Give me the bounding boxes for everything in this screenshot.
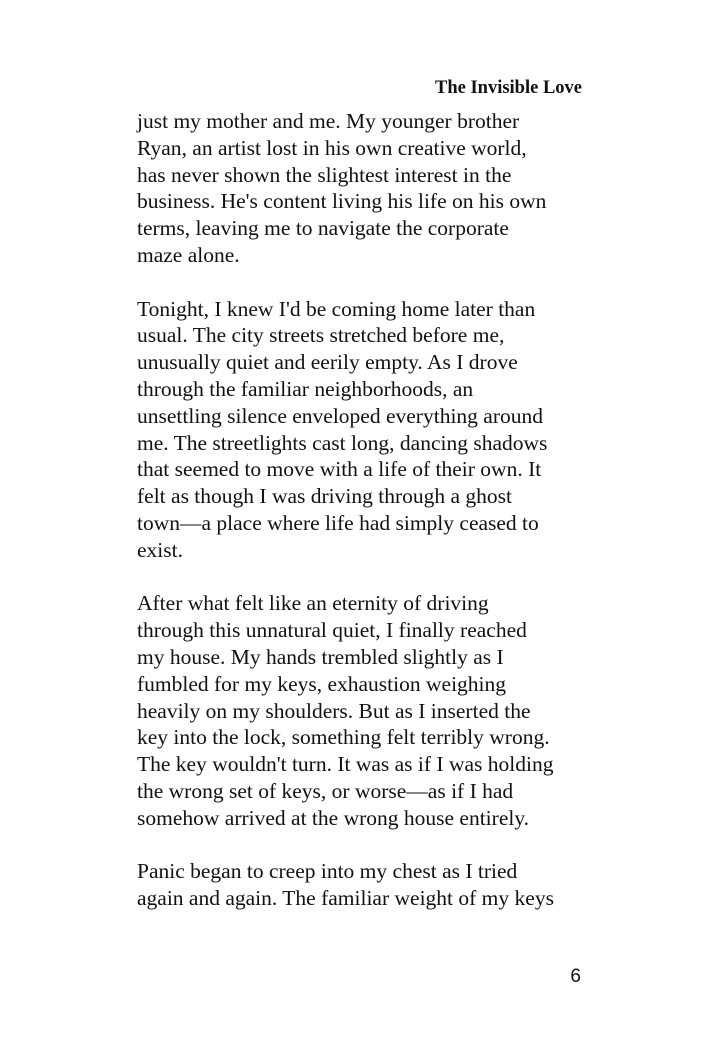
text-line: business. He's content living his life on his own (137, 189, 547, 214)
text-line: Tonight, I knew I'd be coming home later than (137, 296, 536, 321)
paragraph (137, 108, 554, 269)
text-line: again and again. The familiar weight of my keys (137, 886, 554, 911)
paragraph (137, 858, 554, 912)
running-header: The Invisible Love (435, 78, 582, 98)
text-line: town—a place where life had simply ceased to (137, 510, 539, 535)
paragraph (137, 296, 554, 564)
text-line: usual. The city streets stretched before me, (137, 323, 505, 348)
text-line: Ryan, an artist lost in his own creative world, (137, 135, 527, 160)
text-line: my house. My hands trembled slightly as I (137, 644, 504, 669)
text-line: through the familiar neighborhoods, an (137, 376, 474, 401)
text-line: unsettling silence enveloped everything around (137, 403, 543, 428)
text-line: unusually quiet and eerily empty. As I drove (137, 350, 518, 375)
text-line: somehow arrived at the wrong house entirely. (137, 805, 530, 830)
text-line: maze alone. (137, 242, 240, 267)
text-line: After what felt like an eternity of driving (137, 591, 489, 616)
text-line: just my mother and me. My younger brother (137, 109, 520, 133)
body-text (137, 108, 554, 939)
text-line: key into the lock, something felt terribly wrong. (137, 725, 550, 750)
text-line: me. The streetlights cast long, dancing shadows (137, 430, 548, 455)
text-line: terms, leaving me to navigate the corporate (137, 216, 509, 241)
text-line: that seemed to move with a life of their own. It (137, 457, 542, 482)
page-number: 6 (570, 966, 581, 987)
paragraph (137, 590, 554, 831)
text-line: fumbled for my keys, exhaustion weighing (137, 671, 507, 696)
text-line: through this unnatural quiet, I finally reached (137, 618, 527, 643)
text-line: has never shown the slightest interest in the (137, 162, 512, 187)
text-line: Panic began to creep into my chest as I tried (137, 859, 518, 884)
text-line: felt as though I was driving through a ghost (137, 484, 513, 509)
text-line: The key wouldn't turn. It was as if I was holding (137, 752, 554, 777)
text-line: the wrong set of keys, or worse—as if I had (137, 778, 514, 803)
text-line: heavily on my shoulders. But as I inserted the (137, 698, 531, 723)
text-line: exist. (137, 537, 183, 562)
